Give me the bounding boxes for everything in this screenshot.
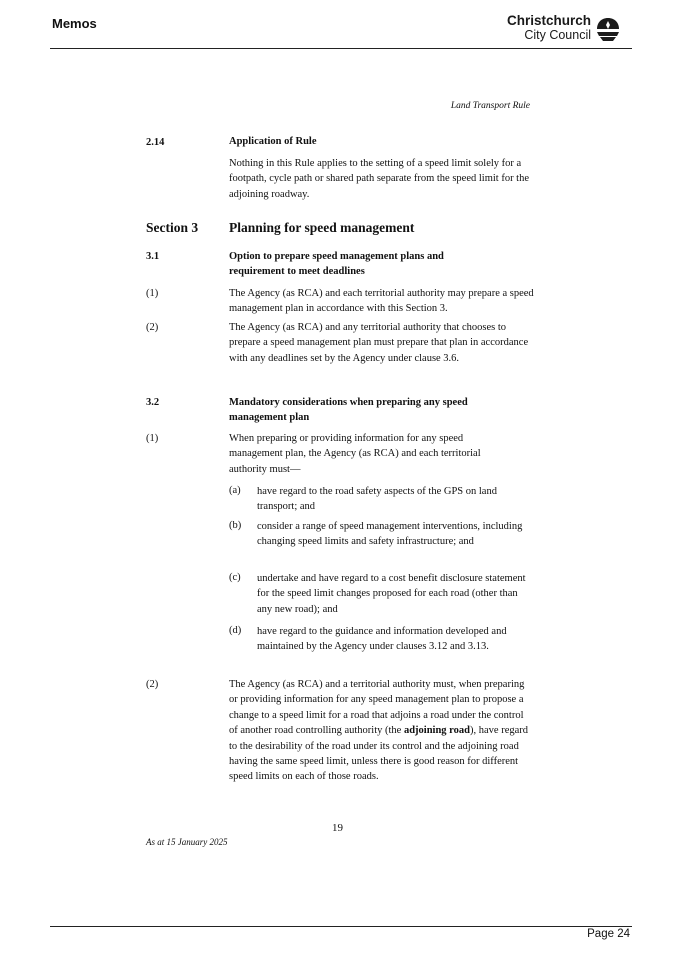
clause-number: 3.1: [146, 251, 160, 262]
defined-term: adjoining road: [403, 725, 470, 737]
clause-text: Nothing in this Rule applies to the setting of a speed limit solely for a footpath, cycle path or shared path separate from the speed limit for the adjoining roadway.: [229, 158, 530, 200]
logo-line2: City Council: [524, 28, 591, 42]
running-head: Land Transport Rule: [450, 101, 530, 111]
footer-rule: [50, 926, 632, 927]
city-council-logo-icon: [595, 17, 621, 43]
subclause-text: The Agency (as RCA) and any territorial authority that chooses to prepare a speed management plan must prepare that plan in accordance with any deadlines set by the Agency under clause 3.6.: [229, 322, 529, 364]
logo-text: [507, 14, 591, 42]
item-label: (c): [229, 572, 241, 583]
clause-heading: Mandatory considerations when preparing any speed management plan: [229, 397, 468, 424]
subclause-text: When preparing or providing information for any speed management plan, the Agency (as RCA) and each territorial authority must—: [229, 433, 481, 475]
clause-heading: Application of Rule: [229, 136, 317, 147]
subclause-label: (1): [146, 288, 159, 299]
clause-number: 3.2: [146, 397, 160, 408]
subclause-text: The Agency (as RCA) and each territorial authority may prepare a speed management plan in accordance with this Section 3.: [229, 288, 534, 315]
item-label: (b): [229, 520, 242, 531]
item-text: have regard to the guidance and information developed and maintained by the Agency under clauses 3.12 and 3.13.: [257, 626, 507, 653]
item-text: consider a range of speed management interventions, including changing speed limits and safety infrastructure; and: [257, 521, 523, 548]
section-title: Planning for speed management: [229, 220, 415, 235]
item-label: (a): [229, 485, 241, 496]
as-at-date: As at 15 January 2025: [146, 837, 228, 847]
subclause-text-part: The Agency (as RCA) and a territorial authority must, when preparing or providing information for any speed management plan to propose a change to a speed limit for a road that adjoins a road under the control of another road controlling authority (the: [229, 679, 525, 737]
section-number: Section 3: [146, 220, 199, 235]
page-number: Page 24: [587, 928, 630, 940]
subclause-label: (1): [146, 433, 159, 444]
item-text: undertake and have regard to a cost benefit disclosure statement for the speed limit changes proposed for each road (other than any new road); and: [257, 573, 526, 615]
logo-line1: Christchurch: [506, 13, 591, 28]
subclause-text: [229, 677, 529, 785]
header-title: Memos: [52, 16, 97, 31]
item-text: have regard to the road safety aspects of the GPS on land transport; and: [257, 486, 497, 513]
council-logo: [496, 14, 621, 44]
clause-heading: Option to prepare speed management plans and requirement to meet deadlines: [229, 251, 444, 278]
document-page-number: 19: [332, 822, 343, 834]
item-label: (d): [229, 625, 242, 636]
subclause-label: (2): [146, 679, 159, 690]
header-rule: [50, 48, 632, 49]
subclause-text-part: ), have regard to the desirability of the road under its control and the adjoining road having the same speed limit, unless there is good reason for different speed limits on each of those roads.: [229, 725, 529, 783]
clause-number: 2.14: [146, 137, 165, 148]
subclause-label: (2): [146, 322, 159, 333]
